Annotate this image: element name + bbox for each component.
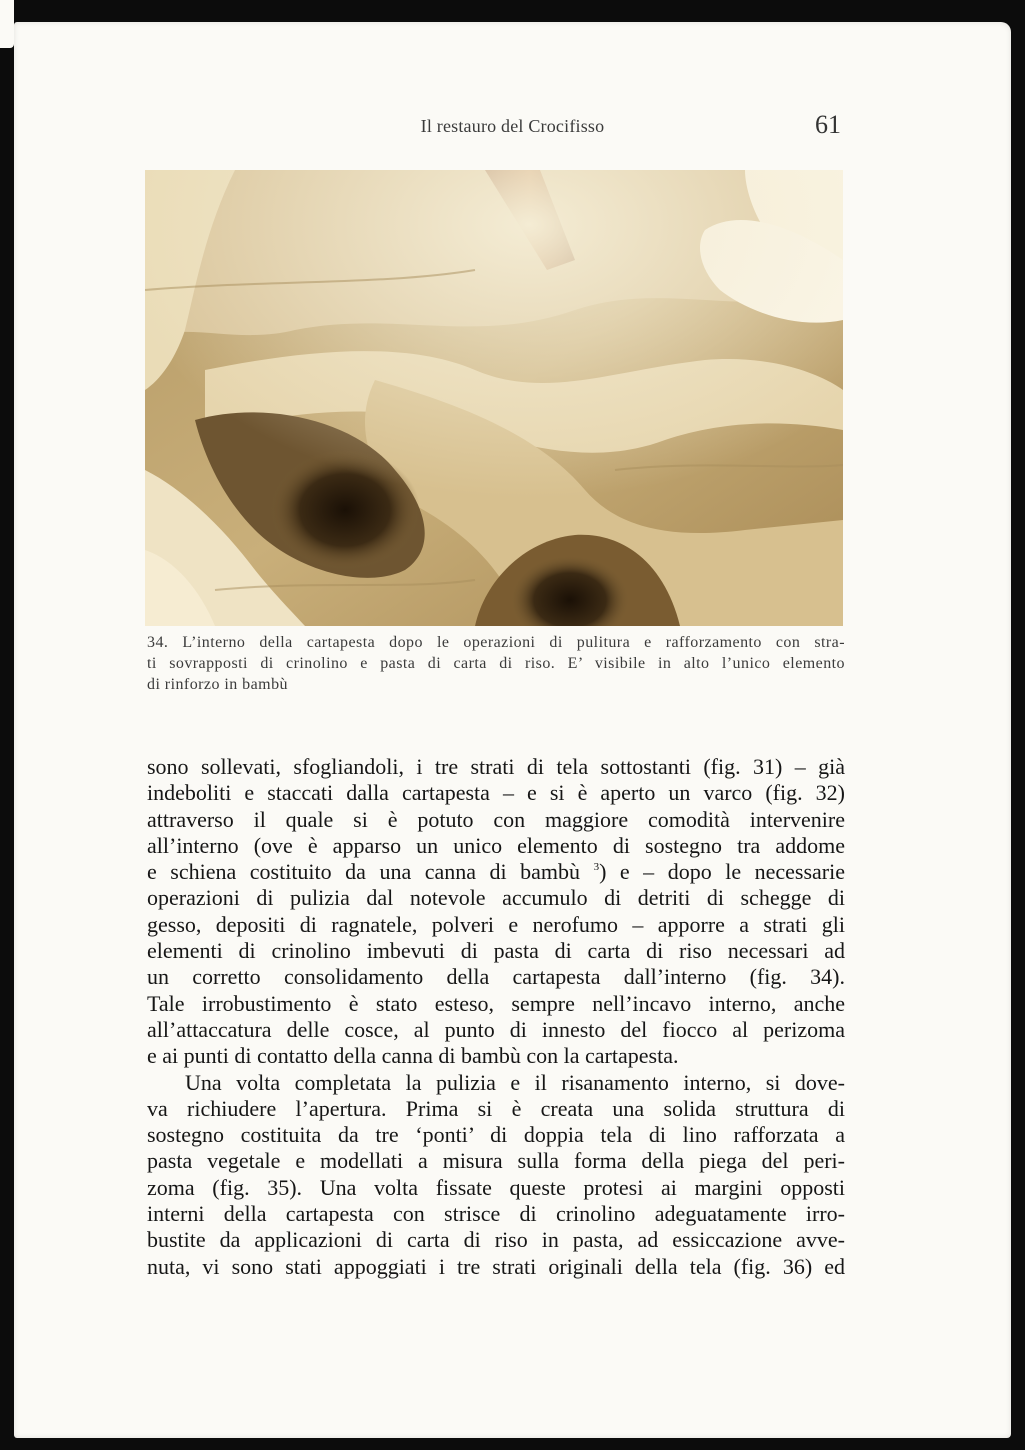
- caption-line: di rinforzo in bambù: [147, 676, 288, 693]
- text-line: sono sollevati, sfogliandoli, i tre strati di tela sottostanti (fig. 31) – già: [147, 754, 845, 779]
- text-line: all’interno (ove è apparso un unico elemento di sostegno tra addome: [147, 832, 845, 858]
- caption-line: ti sovrapposti di crinolino e pasta di carta di riso. E’ visibile in alto l’unico elemento: [147, 655, 845, 672]
- text-line: interni della cartapesta con strisce di crinolino adeguatamente irro-: [147, 1201, 845, 1227]
- text-line: nuta, vi sono stati appoggiati i tre strati originali della tela (fig. 36) ed: [147, 1253, 845, 1279]
- text-line: Una volta completata la pulizia e il risanamento interno, si dove-: [185, 1069, 845, 1095]
- text-line: un corretto consolidamento della cartapesta dall’interno (fig. 34).: [147, 964, 845, 990]
- figure-34-photo: [145, 170, 843, 626]
- text-line: attraverso il quale si è potuto con maggiore comodità intervenire: [147, 806, 845, 832]
- text-line: pasta vegetale e modellati a misura sulla forma della piega del peri-: [147, 1148, 845, 1174]
- text-line: bustite da applicazioni di carta di riso in pasta, ad essiccazione avve-: [147, 1227, 845, 1253]
- page-number: 61: [815, 110, 841, 139]
- body-text: [147, 754, 845, 1280]
- caption-line: 34. L’interno della cartapesta dopo le operazioni di pulitura e rafforzamento con stra-: [147, 634, 845, 651]
- text-line-with-footnote: [147, 859, 845, 885]
- text-line: gesso, depositi di ragnatele, polveri e nerofumo – apporre a strati gli: [147, 911, 845, 937]
- running-title: Il restauro del Crocifisso: [420, 116, 605, 136]
- adjacent-page-edge: [0, 0, 14, 48]
- text-segment: e schiena costituito da una canna di bambù: [147, 859, 594, 885]
- text-line: operazioni di pulizia dal notevole accumulo di detriti di schegge di: [147, 885, 845, 911]
- text-line: sostegno costituita da tre ‘ponti’ di doppia tela di lino rafforzata a: [147, 1122, 845, 1148]
- text-line: Tale irrobustimento è stato esteso, sempre nell’incavo interno, anche: [147, 990, 845, 1016]
- text-line: indeboliti e staccati dalla cartapesta – e si è aperto un varco (fig. 32): [147, 780, 845, 806]
- footnote-marker: 3: [593, 861, 600, 874]
- text-line: elementi di crinolino imbevuti di pasta di carta di riso necessari ad: [147, 938, 845, 964]
- text-segment: ) e – dopo le necessarie: [599, 859, 845, 885]
- text-line: zoma (fig. 35). Una volta fissate queste protesi ai margini opposti: [147, 1174, 845, 1200]
- figure-caption: [147, 632, 845, 695]
- text-line: e ai punti di contatto della canna di bambù con la cartapesta.: [147, 1043, 679, 1069]
- text-line: va richiudere l’apertura. Prima si è creata una solida struttura di: [147, 1095, 845, 1121]
- text-line: all’attaccatura delle cosce, al punto di innesto del fiocco al perizoma: [147, 1016, 845, 1042]
